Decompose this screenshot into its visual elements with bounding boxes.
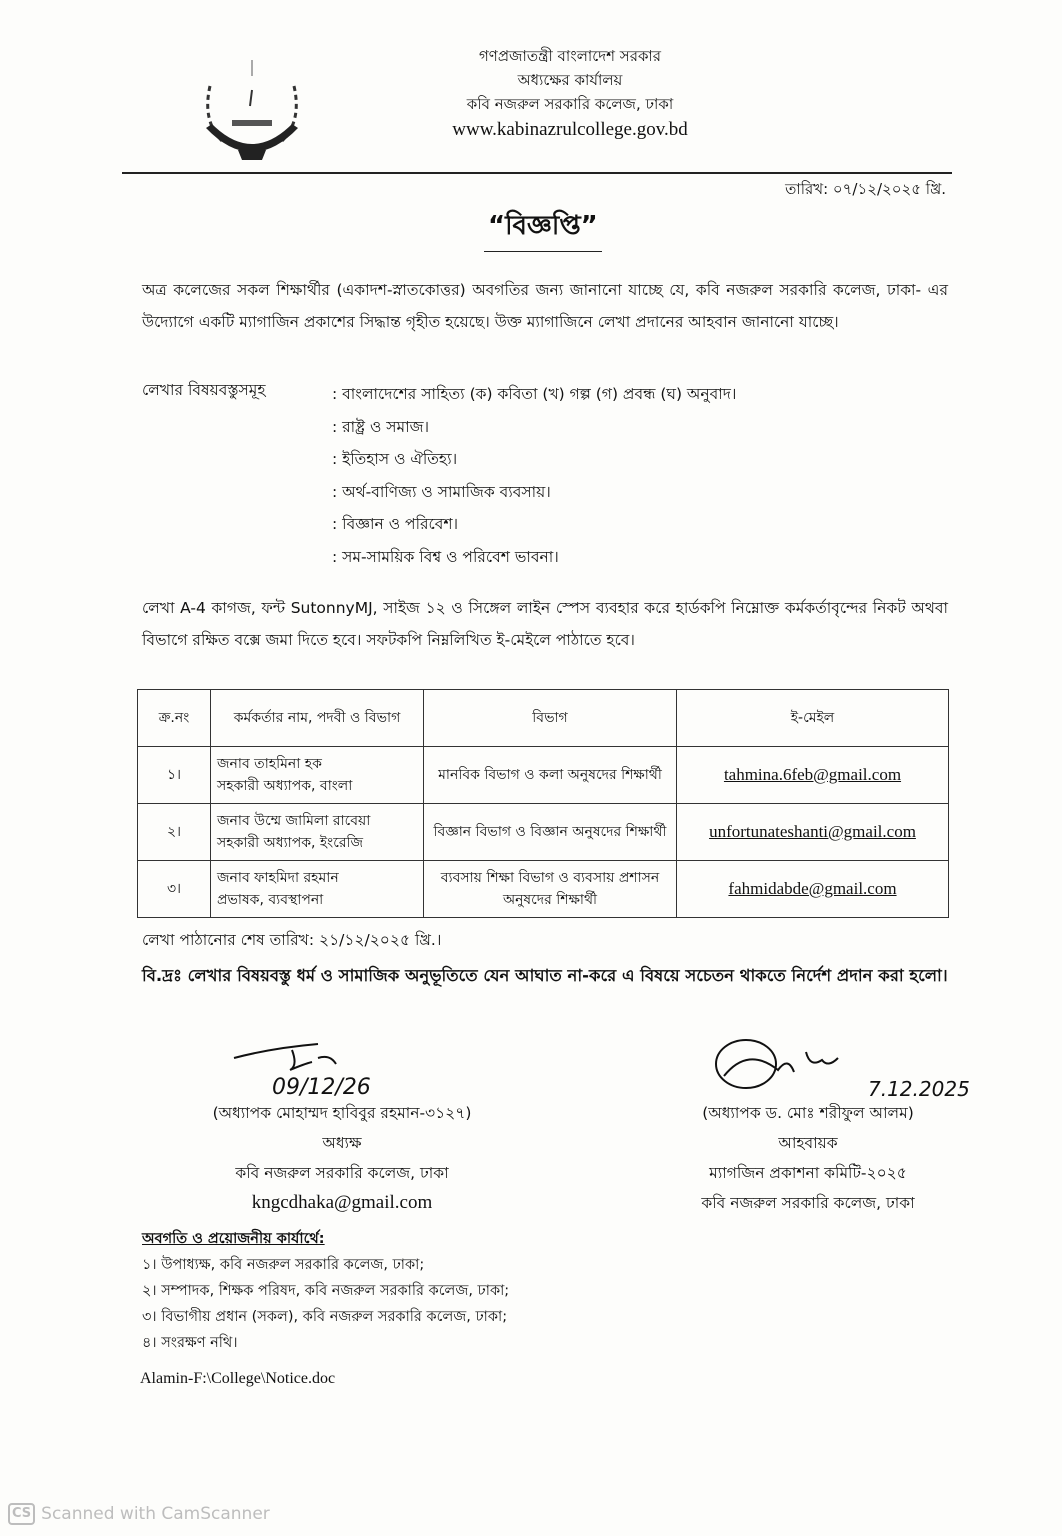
officer-name: জনাব তাহমিনা হক (217, 756, 322, 772)
college-name: কবি নজরুল সরকারি কলেজ, ঢাকা (466, 95, 674, 113)
email-cell (677, 747, 949, 804)
submission-instructions: লেখা A-4 কাগজ, ফন্ট SutonnyMJ, সাইজ ১২ ও সিঙ্গেল লাইন স্পেস ব্যবহার করে হার্ডকপি নিম্নোক্ত কর্মকর্তাবৃন্দের নিকট অথবা বিভাগে রক্ষিত বক্সে জমা দিতে হবে। সফটকপি নিম্নলিখিত ই-মেইলে পাঠাতে হবে। (142, 599, 948, 649)
copy-distribution (142, 1226, 509, 1356)
principal-org: কবি নজরুল সরকারি কলেজ, ঢাকা (235, 1164, 449, 1182)
topic-item: : অর্থ-বাণিজ্য ও সামাজিক ব্যবসায়। (332, 482, 551, 501)
camscanner-text: Scanned with CamScanner (41, 1504, 270, 1524)
header-serial: ক্র.নং (138, 690, 211, 747)
officer-cell (211, 861, 424, 918)
topic-item: : বাংলাদেশের সাহিত্য (ক) কবিতা (খ) গল্প (গ) প্রবন্ধ (ঘ) অনুবাদ। (332, 385, 737, 403)
officers-table (137, 689, 949, 918)
cc-item: ৩। বিভাগীয় প্রধান (সকল), কবি নজরুল সরকারি কলেজ, ঢাকা; (142, 1309, 508, 1325)
topic-item: : রাষ্ট্র ও সমাজ। (332, 417, 430, 436)
special-note: বি.দ্রঃ লেখার বিষয়বস্তু ধর্ম ও সামাজিক অনুভূতিতে যেন আঘাত না-করে এ বিষয়ে সচেতন থাকতে নির্দেশ প্রদান করা হলো। (142, 966, 948, 985)
table-row (138, 747, 949, 804)
cc-item: ২। সম্পাদক, শিক্ষক পরিষদ, কবি নজরুল সরকারি কলেজ, ঢাকা; (142, 1283, 510, 1299)
signature-scribble-icon (688, 1036, 988, 1098)
letterhead (360, 44, 780, 142)
principal-handwritten-date: 09/12/26 (272, 1075, 371, 1098)
header-divider (122, 172, 952, 174)
intro-paragraph: অত্র কলেজের সকল শিক্ষার্থীর (একাদশ-স্নাতকোত্তর) অবগতির জন্য জানানো যাচ্ছে যে, কবি নজরুল সরকারি কলেজ, ঢাকা- এর উদ্যোগে একটি ম্যাগাজিন প্রকাশের সিদ্ধান্ত গৃহীত হয়েছে। উক্ত ম্যাগাজিনে লেখা প্রদানের আহবান জানানো যাচ্ছে। (142, 281, 948, 331)
officer-cell (211, 804, 424, 861)
submission-deadline: লেখা পাঠানোর শেষ তারিখ: ২১/১২/২০২৫ খ্রি.। (142, 931, 442, 949)
serial-cell: ৩। (138, 861, 211, 918)
convener-name: (অধ্যাপক ড. মোঃ শরীফুল আলম) (702, 1104, 914, 1122)
convener-signature (628, 1036, 988, 1098)
table-row (138, 861, 949, 918)
principal-signature-block (162, 1036, 522, 1218)
college-seal-logo (192, 46, 312, 166)
email-link[interactable]: unfortunateshanti@gmail.com (709, 821, 916, 841)
camscanner-watermark (8, 1503, 270, 1525)
department-cell: মানবিক বিভাগ ও কলা অনুষদের শিক্ষার্থী (424, 747, 677, 804)
principal-email-link[interactable]: kngcdhaka@gmail.com (251, 1192, 433, 1213)
notice-date: তারিখ: ০৭/১২/২০২৫ খ্রি. (785, 180, 946, 198)
topic-item: : সম-সাময়িক বিশ্ব ও পরিবেশ ভাবনা। (332, 547, 559, 566)
header-department: বিভাগ (424, 690, 677, 747)
convener-org: কবি নজরুল সরকারি কলেজ, ঢাকা (701, 1194, 915, 1212)
topics-label: লেখার বিষয়বস্তুসমূহ (142, 381, 266, 399)
email-link[interactable]: tahmina.6feb@gmail.com (723, 764, 902, 784)
email-link[interactable]: fahmidabde@gmail.com (728, 878, 897, 898)
office-name: অধ্যক্ষের কার্যালয় (517, 71, 623, 89)
convener-handwritten-date: 7.12.2025 (868, 1077, 970, 1098)
file-path: Alamin-F:\College\Notice.doc (140, 1370, 336, 1387)
notice-title: “বিজ্ঞপ্তি” (484, 205, 602, 252)
signature-scribble-icon (232, 1036, 432, 1098)
officer-name: জনাব ফাহমিদা রহমান (217, 870, 339, 886)
convener-title: আহবায়ক (778, 1134, 838, 1152)
cc-title: অবগতি ও প্রয়োজনীয় কার্যার্থে: (142, 1231, 325, 1247)
principal-name: (অধ্যাপক মোহাম্মদ হাবিবুর রহমান-৩১২৭) (212, 1104, 472, 1122)
email-cell (677, 804, 949, 861)
serial-cell: ২। (138, 804, 211, 861)
college-seal-icon (192, 46, 312, 166)
department-cell: ব্যবসায় শিক্ষা বিভাগ ও ব্যবসায় প্রশাসন অনুষদের শিক্ষার্থী (424, 861, 677, 918)
government-name: গণপ্রজাতন্ত্রী বাংলাদেশ সরকার (478, 47, 662, 65)
officer-designation: প্রভাষক, ব্যবস্থাপনা (217, 892, 324, 908)
serial-cell: ১। (138, 747, 211, 804)
officer-name: জনাব উম্মে জামিলা রাবেয়া (217, 813, 371, 829)
table-row (138, 804, 949, 861)
principal-signature (162, 1036, 522, 1098)
topic-item: : বিজ্ঞান ও পরিবেশ। (332, 515, 459, 533)
principal-title: অধ্যক্ষ (322, 1134, 362, 1152)
header-email: ই-মেইল (677, 690, 949, 747)
camscanner-logo-icon: CS (8, 1503, 35, 1525)
cc-item: ৪। সংরক্ষণ নথি। (142, 1335, 238, 1351)
officer-designation: সহকারী অধ্যাপক, বাংলা (217, 778, 353, 794)
table-header-row (138, 690, 949, 747)
department-cell: বিজ্ঞান বিভাগ ও বিজ্ঞান অনুষদের শিক্ষার্থী (424, 804, 677, 861)
topics-list (332, 378, 736, 573)
officer-cell (211, 747, 424, 804)
cc-item: ১। উপাধ্যক্ষ, কবি নজরুল সরকারি কলেজ, ঢাকা; (142, 1257, 425, 1273)
topic-item: : ইতিহাস ও ঐতিহ্য। (332, 450, 458, 468)
college-website-link[interactable]: www.kabinazrulcollege.gov.bd (452, 119, 688, 140)
header-officer: কর্মকর্তার নাম, পদবী ও বিভাগ (211, 690, 424, 747)
convener-signature-block (628, 1036, 988, 1218)
convener-committee: ম্যাগজিন প্রকাশনা কমিটি-২০২৫ (709, 1164, 907, 1182)
email-cell (677, 861, 949, 918)
officer-designation: সহকারী অধ্যাপক, ইংরেজি (217, 835, 364, 851)
